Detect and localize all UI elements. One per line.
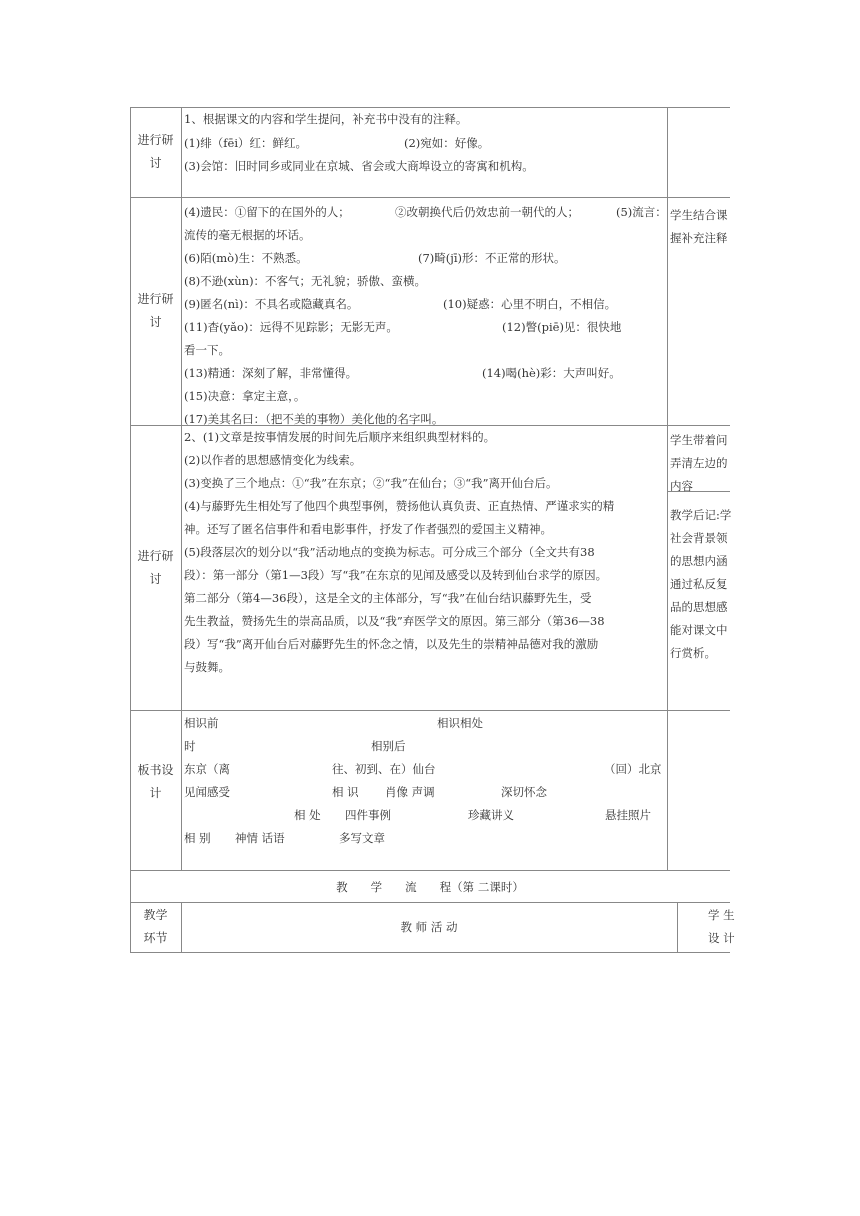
board-text: 悬挂照片 xyxy=(605,808,651,822)
analysis-line: 第二部分（第4—36段），这是全文的主体部分，写“我”在仙台结识藤野先生，受 xyxy=(184,591,592,605)
teaching-postscript: 的思想内涵 xyxy=(670,554,728,568)
board-text: 珍藏讲义 xyxy=(468,808,514,822)
board-text: 肖像 声调 xyxy=(385,785,435,799)
board-text: 四件事例 xyxy=(345,808,391,822)
row-label-research-2: 进行研讨 xyxy=(137,292,174,329)
analysis-line: 神。还写了匿名信事件和看电影事件，抒发了作者强烈的爱国主义精神。 xyxy=(184,522,552,536)
note-line: (12)瞥(piē)见：很快地 xyxy=(502,320,622,334)
header-student: 学 生 xyxy=(708,908,735,922)
analysis-line: (3)变换了三个地点：①“我”在东京；②“我”在仙台；③“我”离开仙台后。 xyxy=(184,476,558,490)
teaching-postscript: 社会背景领 xyxy=(670,531,728,545)
board-text: 多写文章 xyxy=(339,831,385,845)
row-label-research-3: 进行研讨 xyxy=(137,549,174,586)
row-label-board: 板书设计 xyxy=(137,763,174,800)
lesson-plan-table xyxy=(130,107,735,953)
board-text: 相识前 xyxy=(184,716,219,730)
analysis-line: (5)段落层次的划分以“我”活动地点的变换为标志。可分成三个部分（全文共有38 xyxy=(184,545,595,559)
note-line: (15)决意：拿定主意，。 xyxy=(184,389,306,403)
note-line: (3)会馆：旧时同乡或同业在京城、省会或大商埠设立的寄寓和机构。 xyxy=(184,159,534,173)
flow-title: 教 学 流 程（第 二课时） xyxy=(336,880,524,894)
header-teaching-step: 教学环节 xyxy=(143,908,168,945)
note-line: 1、根据课文的内容和学生提问，补充书中没有的注释。 xyxy=(184,112,468,126)
note-line: ②改朝换代后仍效忠前一朝代的人； xyxy=(395,205,579,219)
analysis-line: 段）写“我”离开仙台后对藤野先生的怀念之情，以及先生的崇精神品德对我的激励 xyxy=(184,637,599,651)
side-note: 学生结合课 xyxy=(670,208,728,222)
note-line: (6)陌(mò)生：不熟悉。 xyxy=(184,251,308,265)
note-line: (9)匿名(nì)：不具名或隐藏真名。 xyxy=(184,297,359,311)
note-line: 流传的毫无根据的坏话。 xyxy=(184,228,311,242)
teaching-postscript: 品的思想感 xyxy=(670,600,728,614)
header-teacher-activity: 教 师 活 动 xyxy=(400,920,458,934)
note-line: (13)精通：深刻了解，非常懂得。 xyxy=(184,366,358,380)
board-text: 相识相处 xyxy=(437,716,483,730)
note-line: (5)流言： xyxy=(616,205,667,219)
board-text: 相别后 xyxy=(371,739,406,753)
analysis-line: 与鼓舞。 xyxy=(184,660,230,674)
board-text: 相 识 xyxy=(332,785,359,799)
note-line: (10)疑惑：心里不明白，不相信。 xyxy=(443,297,617,311)
side-note: 弄清左边的 xyxy=(670,456,728,470)
side-note: 内容 xyxy=(670,479,693,493)
board-text: 神情 话语 xyxy=(235,831,285,845)
teaching-postscript: 教学后记:学 xyxy=(670,508,732,522)
board-text: 往、初到、在）仙台 xyxy=(332,762,436,776)
note-line: (8)不逊(xùn)：不客气；无礼貌；骄傲、蛮横。 xyxy=(184,274,427,288)
analysis-line: 2、(1)文章是按事情发展的时间先后顺序来组织典型材料的。 xyxy=(184,430,496,444)
note-line: (2)宛如：好像。 xyxy=(404,136,490,150)
side-note: 握补充注释 xyxy=(670,231,728,245)
analysis-line: 先生教益，赞扬先生的崇高品质，以及“我”弃医学文的原因。第三部分（第36—38 xyxy=(184,614,605,628)
note-line: (1)绯（fēi）红：鲜红。 xyxy=(184,136,308,150)
analysis-line: (4)与藤野先生相处写了他四个典型事例，赞扬他认真负责、正直热情、严谨求实的精 xyxy=(184,499,615,513)
side-note: 学生带着问 xyxy=(670,433,728,447)
row-label-research-1: 进行研讨 xyxy=(137,133,174,170)
analysis-line: 段）：第一部分（第1—3段）写“我”在东京的见闻及感受以及转到仙台求学的原因。 xyxy=(184,568,608,582)
note-line: (4)遗民：①留下的在国外的人； xyxy=(184,205,350,219)
board-text: 相 别 xyxy=(184,831,211,845)
board-text: 东京（离 xyxy=(184,762,230,776)
board-text: 时 xyxy=(184,739,196,753)
board-text: 见闻感受 xyxy=(184,785,230,799)
analysis-line: (2)以作者的思想感情变化为线索。 xyxy=(184,453,362,467)
header-design: 设 计 xyxy=(708,931,735,945)
board-text: 相 处 xyxy=(294,808,321,822)
note-line: (7)畸(jī)形：不正常的形状。 xyxy=(418,251,566,265)
note-line: (14)喝(hè)彩：大声叫好。 xyxy=(482,366,621,380)
note-line: 看一下。 xyxy=(184,343,230,357)
board-text: 深切怀念 xyxy=(501,785,547,799)
teaching-postscript: 行赏析。 xyxy=(670,646,716,660)
note-line: (17)美其名曰：（把不美的事物）美化他的名字叫。 xyxy=(184,412,444,426)
teaching-postscript: 通过私反复 xyxy=(670,577,728,591)
teaching-postscript: 能对课文中 xyxy=(670,623,728,637)
note-line: (11)杳(yǎo)：远得不见踪影；无影无声。 xyxy=(184,320,398,334)
board-text: （回）北京 xyxy=(604,762,662,776)
